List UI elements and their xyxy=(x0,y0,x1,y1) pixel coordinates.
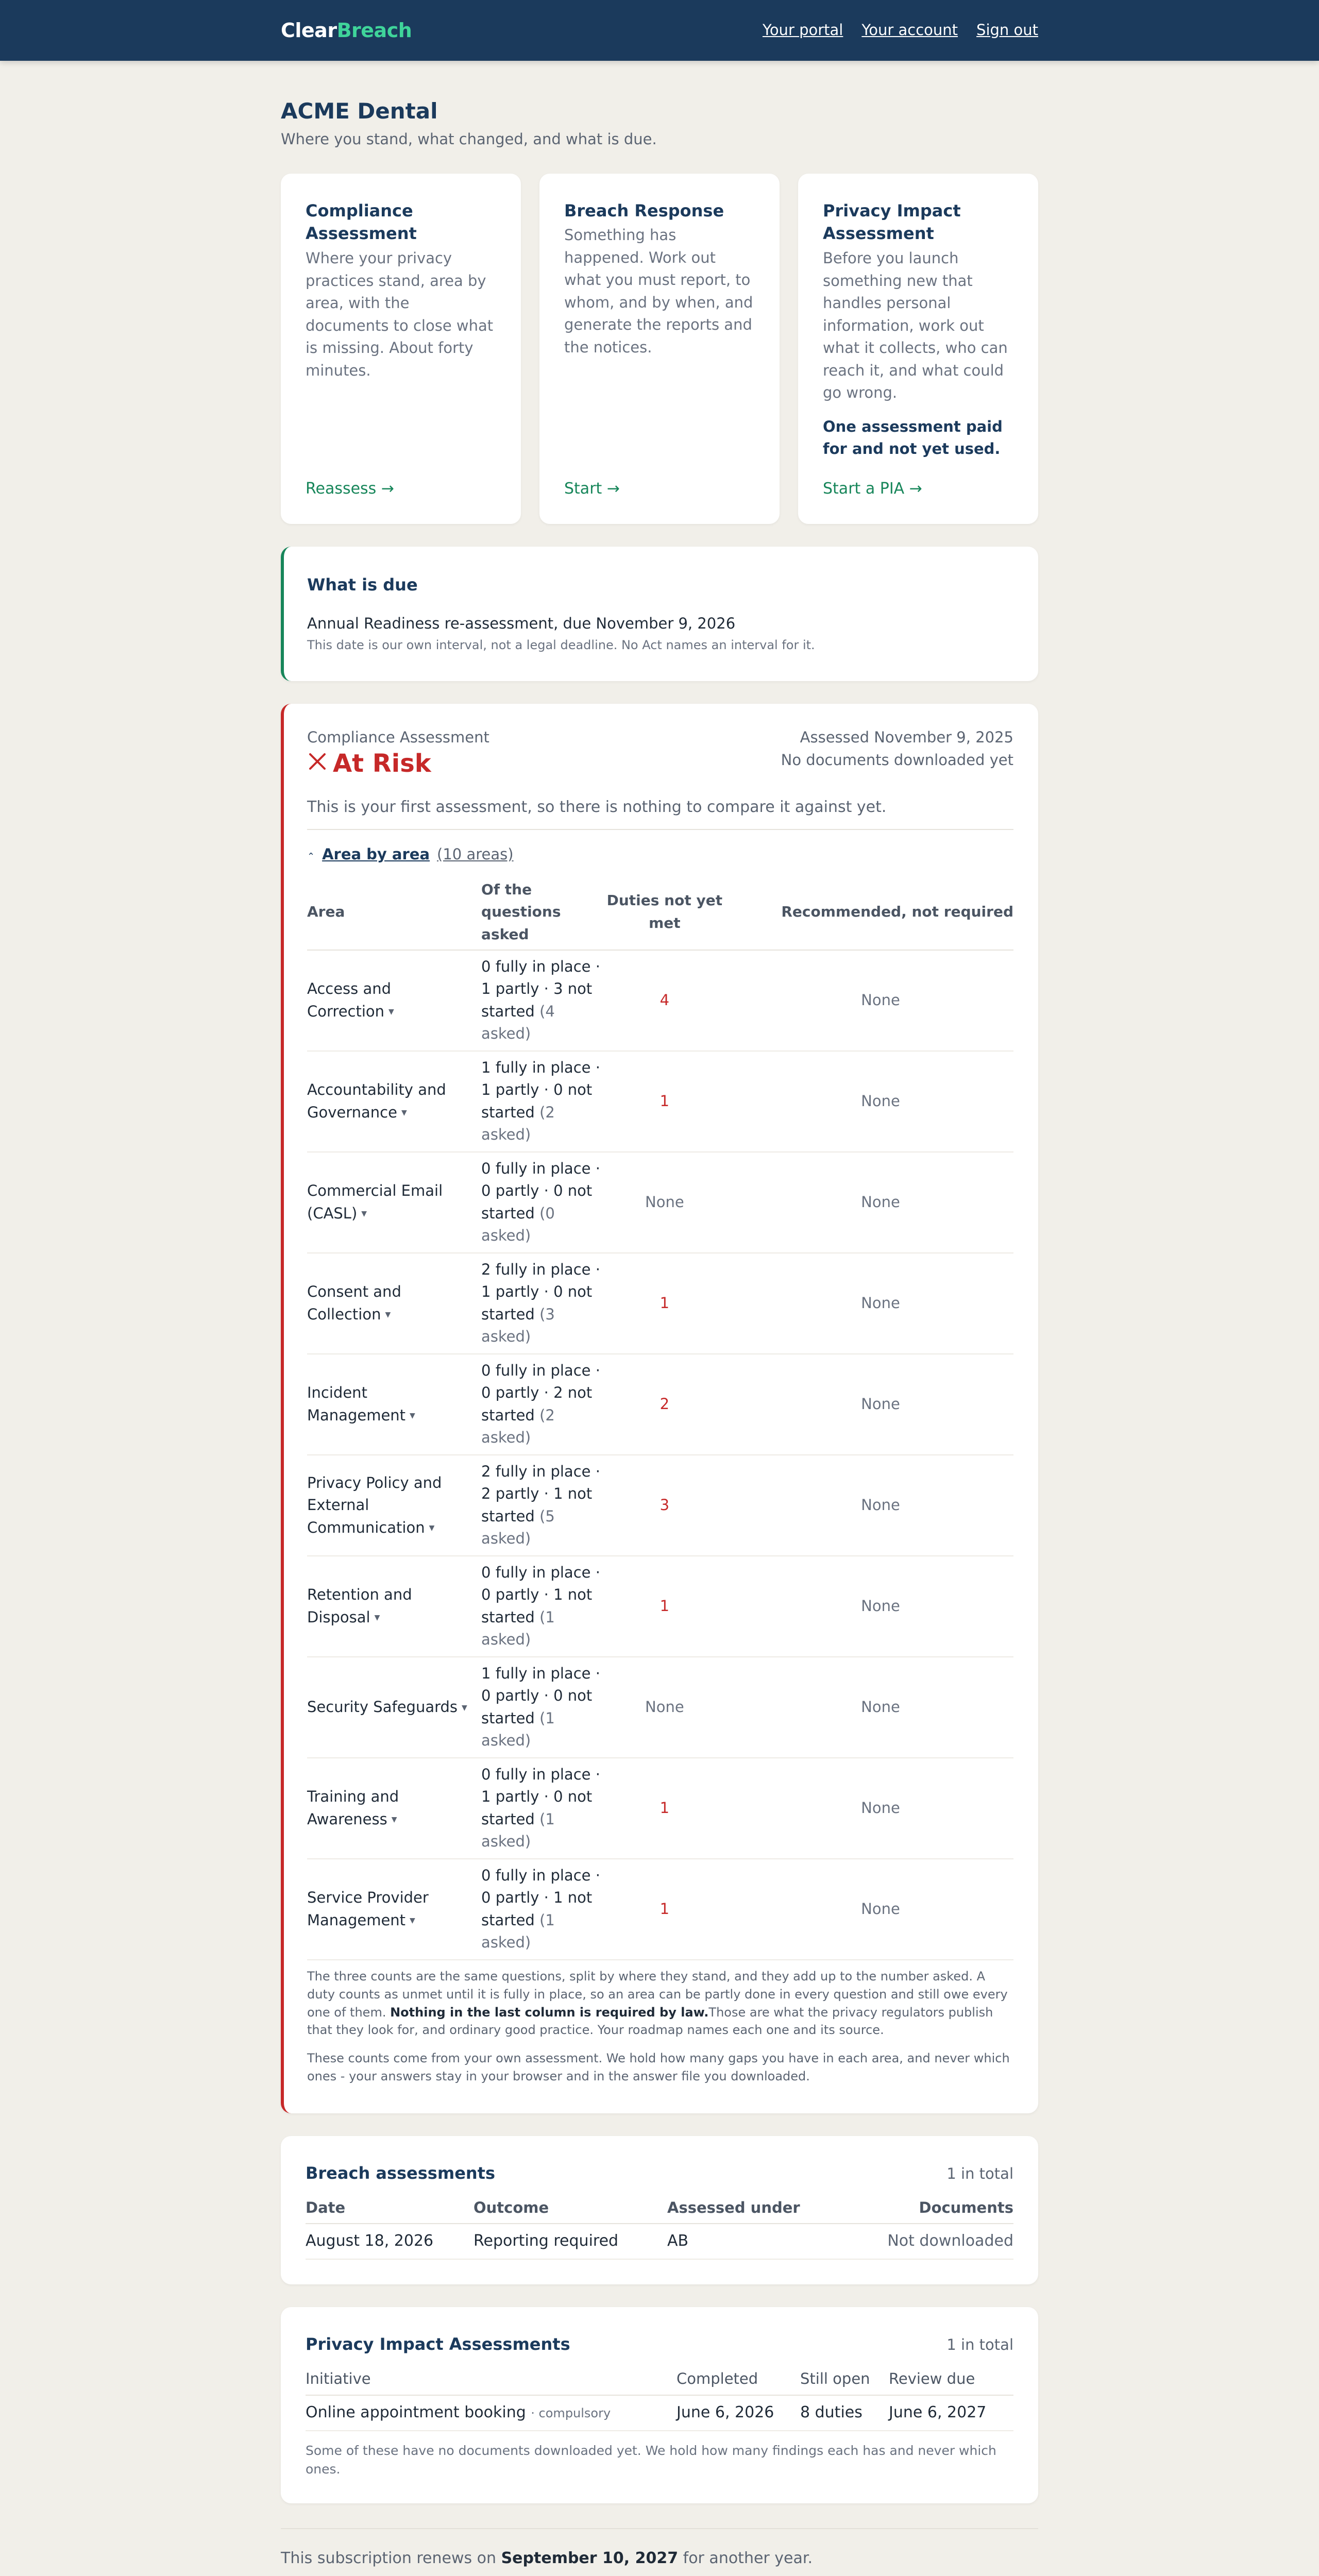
recommended-count: None xyxy=(727,1354,1013,1455)
col-header-counts: Of the questions asked xyxy=(481,875,602,950)
table-row[interactable] xyxy=(307,1758,1013,1859)
documents-status: No documents downloaded yet xyxy=(781,751,1013,769)
recommended-count: None xyxy=(727,950,1013,1051)
brand-name-part: Clear xyxy=(281,19,337,42)
col-header-still-open: Still open xyxy=(800,2368,889,2395)
page-subtitle: Where you stand, what changed, and what is due. xyxy=(281,130,657,148)
duties-not-met: None xyxy=(602,1657,727,1758)
brand-logo[interactable] xyxy=(281,16,412,45)
area-name[interactable] xyxy=(307,1455,481,1556)
breach-date: August 18, 2026 xyxy=(306,2224,474,2259)
counts-text: 0 fully in place · 0 partly · 1 not started xyxy=(481,1866,600,1929)
renewal-text-post: for another year. xyxy=(678,2549,813,2568)
pia-compulsory-tag: · compulsory xyxy=(531,2405,611,2420)
breach-documents: Not downloaded xyxy=(873,2224,1013,2259)
area-name[interactable] xyxy=(307,1354,481,1455)
asked-count: (2 asked) xyxy=(481,1406,555,1447)
pia-credit-note: One assessment paid for and not yet used. xyxy=(823,417,1003,458)
area-name[interactable] xyxy=(307,950,481,1051)
col-header-review-due: Review due xyxy=(889,2368,1013,2395)
col-header-assessed-under: Assessed under xyxy=(667,2197,873,2224)
pia-table xyxy=(306,2368,1013,2431)
area-toggle-label[interactable]: Area by area xyxy=(322,845,430,863)
compliance-status-panel xyxy=(281,704,1038,2113)
table-row[interactable] xyxy=(306,2395,1013,2431)
pia-completed: June 6, 2026 xyxy=(677,2395,800,2431)
card-title: Privacy Impact Assessment xyxy=(823,200,961,244)
breach-assessments-panel xyxy=(281,2136,1038,2285)
area-label: Security Safeguards xyxy=(307,1698,458,1716)
recommended-count: None xyxy=(727,1152,1013,1253)
area-counts xyxy=(481,1051,602,1152)
table-row[interactable] xyxy=(307,1657,1013,1758)
reassess-link[interactable]: Reassess → xyxy=(306,479,394,498)
area-label: Access and Correction xyxy=(307,980,392,1020)
card-description: Before you launch something new that handles personal information, work out what it collects, who can reach it, and what could go wrong. xyxy=(823,249,1008,402)
card-title: Compliance Assessment xyxy=(306,200,417,244)
renewal-text-pre: This subscription renews on xyxy=(281,2549,501,2568)
areas-table xyxy=(307,875,1013,1960)
counts-text: 0 fully in place · 1 partly · 3 not started xyxy=(481,957,600,1020)
breach-table xyxy=(306,2197,1013,2260)
pia-initiative-name: Online appointment booking xyxy=(306,2403,526,2421)
caret-down-icon[interactable]: ▼ xyxy=(429,1524,435,1533)
area-counts xyxy=(481,1556,602,1657)
caret-down-icon[interactable]: ▼ xyxy=(462,1703,467,1712)
explanation-text: Those are what the privacy regulators publish that they look for, and ordinary good practice. Your roadmap names each one and its source. xyxy=(307,2005,993,2038)
asked-count: (4 asked) xyxy=(481,1002,555,1043)
area-counts xyxy=(481,1455,602,1556)
counts-text: 1 fully in place · 1 partly · 0 not started xyxy=(481,1058,600,1121)
area-by-area-toggle[interactable] xyxy=(307,843,1013,866)
table-row[interactable] xyxy=(307,950,1013,1051)
area-counts xyxy=(481,1253,602,1354)
counts-text: 0 fully in place · 0 partly · 2 not started xyxy=(481,1361,600,1424)
duties-not-met: 1 xyxy=(602,1051,727,1152)
table-row[interactable] xyxy=(307,1455,1013,1556)
status-badge xyxy=(307,750,489,777)
breach-outcome: Reporting required xyxy=(474,2224,667,2259)
pia-review-due: June 6, 2027 xyxy=(889,2395,1013,2431)
privacy-note: These counts come from your own assessment. We hold how many gaps you have in each area, and never which ones - your answers stay in your browser and in the answer file you downloaded. xyxy=(307,2051,1010,2083)
area-label: Consent and Collection xyxy=(307,1283,401,1323)
nav-portal-link[interactable]: Your portal xyxy=(762,21,843,39)
breach-list-count: 1 in total xyxy=(946,2164,1013,2182)
caret-down-icon[interactable]: ▼ xyxy=(388,1008,394,1016)
explanation-emphasis: Nothing in the last column is required by law. xyxy=(390,2005,709,2020)
due-item xyxy=(307,613,1013,635)
col-header-duties: Duties not yet met xyxy=(602,875,727,950)
caret-down-icon[interactable]: ▼ xyxy=(374,1614,380,1622)
caret-down-icon[interactable]: ▼ xyxy=(361,1210,367,1218)
area-counts xyxy=(481,1859,602,1960)
col-header-recommended: Recommended, not required xyxy=(727,875,1013,950)
nav-signout-link[interactable]: Sign out xyxy=(976,21,1038,39)
first-assessment-note: This is your first assessment, so there is nothing to compare it against yet. xyxy=(307,795,1013,830)
pia-note: Some of these have no documents downloaded yet. We hold how many findings each has and never which ones. xyxy=(306,2443,996,2477)
due-item-name: Annual Readiness re-assessment xyxy=(307,614,554,632)
table-row[interactable] xyxy=(307,1253,1013,1354)
asked-count: (1 asked) xyxy=(481,1608,555,1649)
area-count: (10 areas) xyxy=(437,845,514,863)
area-name[interactable] xyxy=(307,1657,481,1758)
due-note: This date is our own interval, not a legal deadline. No Act names an interval for it. xyxy=(307,638,815,652)
area-counts xyxy=(481,1657,602,1758)
asked-count: (1 asked) xyxy=(481,1709,555,1750)
card-compliance-assessment xyxy=(281,174,521,524)
counts-text: 1 fully in place · 0 partly · 0 not started xyxy=(481,1664,600,1727)
area-counts xyxy=(481,1152,602,1253)
main-content xyxy=(281,95,1038,2576)
caret-down-icon[interactable]: ▼ xyxy=(410,1412,415,1420)
duties-not-met: 4 xyxy=(602,950,727,1051)
nav-account-link[interactable]: Your account xyxy=(861,21,958,39)
area-counts xyxy=(481,950,602,1051)
area-name[interactable] xyxy=(307,1556,481,1657)
recommended-count: None xyxy=(727,1657,1013,1758)
col-header-completed: Completed xyxy=(677,2368,800,2395)
caret-down-icon[interactable]: ▼ xyxy=(385,1311,391,1319)
recommended-count: None xyxy=(727,1253,1013,1354)
area-name[interactable] xyxy=(307,1152,481,1253)
caret-down-icon[interactable]: ▼ xyxy=(401,1109,407,1117)
col-header-date: Date xyxy=(306,2197,474,2224)
recommended-count: None xyxy=(727,1455,1013,1556)
caret-down-icon[interactable]: ▼ xyxy=(410,1917,415,1925)
area-label: Accountability and Governance xyxy=(307,1081,446,1121)
start-breach-link[interactable]: Start → xyxy=(564,479,620,498)
col-header-outcome: Outcome xyxy=(474,2197,667,2224)
counts-text: 2 fully in place · 1 partly · 0 not started xyxy=(481,1260,600,1323)
asked-count: (3 asked) xyxy=(481,1305,555,1346)
renewal-text xyxy=(281,2547,1038,2570)
recommended-count: None xyxy=(727,1859,1013,1960)
asked-count: (1 asked) xyxy=(481,1810,555,1851)
area-name[interactable] xyxy=(307,1051,481,1152)
table-header-row xyxy=(307,875,1013,950)
area-label: Training and Awareness xyxy=(307,1788,399,1828)
area-name[interactable] xyxy=(307,1253,481,1354)
col-header-initiative: Initiative xyxy=(306,2368,677,2395)
col-header-area: Area xyxy=(307,875,481,950)
table-header-row xyxy=(306,2368,1013,2395)
explanation-text: The three counts are the same questions, split by where they stand, and they add up to the number asked. A duty counts as unmet until it is fully in place, so an area can be partly done in every question and still owe every one of them. xyxy=(307,1969,1008,2020)
area-label: Incident Management xyxy=(307,1384,406,1424)
table-explanation xyxy=(307,1968,1013,2039)
top-bar xyxy=(0,0,1319,61)
table-row[interactable] xyxy=(306,2224,1013,2259)
table-header-row xyxy=(306,2197,1013,2224)
table-row[interactable] xyxy=(307,1556,1013,1657)
recommended-count: None xyxy=(727,1556,1013,1657)
duties-not-met: 3 xyxy=(602,1455,727,1556)
page-title: ACME Dental xyxy=(281,98,438,124)
card-description: Something has happened. Work out what you must report, to whom, and by when, and generate the reports and the notices. xyxy=(564,226,753,356)
table-row[interactable] xyxy=(307,1051,1013,1152)
what-is-due-panel xyxy=(281,547,1038,682)
status-text: At Risk xyxy=(333,749,431,778)
table-row[interactable] xyxy=(307,1354,1013,1455)
card-title: Breach Response xyxy=(564,200,724,221)
pia-still-open: 8 duties xyxy=(800,2395,889,2431)
breach-jurisdiction: AB xyxy=(667,2224,873,2259)
duties-not-met: 1 xyxy=(602,1859,727,1960)
cross-icon xyxy=(307,750,328,777)
area-name[interactable] xyxy=(307,1758,481,1859)
chevron-up-icon: ⌃ xyxy=(307,851,315,862)
col-header-documents: Documents xyxy=(873,2197,1013,2224)
counts-text: 0 fully in place · 1 partly · 0 not started xyxy=(481,1765,600,1828)
table-row[interactable] xyxy=(307,1859,1013,1960)
duties-not-met: 1 xyxy=(602,1556,727,1657)
assessed-date: Assessed November 9, 2025 xyxy=(800,728,1013,746)
breach-list-heading: Breach assessments xyxy=(306,2163,496,2183)
duties-not-met: 1 xyxy=(602,1253,727,1354)
card-privacy-impact-assessment xyxy=(798,174,1038,524)
due-heading: What is due xyxy=(307,574,418,595)
area-counts xyxy=(481,1354,602,1455)
area-name[interactable] xyxy=(307,1859,481,1960)
pia-list-panel xyxy=(281,2307,1038,2503)
card-description: Where your privacy practices stand, area by area, with the documents to close what is missing. About forty minutes. xyxy=(306,249,494,379)
duties-not-met: 2 xyxy=(602,1354,727,1455)
start-pia-link[interactable]: Start a PIA → xyxy=(823,479,922,498)
recommended-count: None xyxy=(727,1758,1013,1859)
asked-count: (2 asked) xyxy=(481,1103,555,1144)
brand-name-accent: Breach xyxy=(336,19,412,42)
status-label: Compliance Assessment xyxy=(307,728,489,746)
pia-list-count: 1 in total xyxy=(946,2336,1013,2354)
pia-list-heading: Privacy Impact Assessments xyxy=(306,2334,570,2354)
renewal-date: September 10, 2027 xyxy=(501,2549,679,2568)
counts-text: 0 fully in place · 0 partly · 0 not started xyxy=(481,1159,600,1222)
card-breach-response xyxy=(539,174,780,524)
asked-count: (1 asked) xyxy=(481,1911,555,1952)
subscription-section xyxy=(281,2528,1038,2576)
duties-not-met: 1 xyxy=(602,1758,727,1859)
area-label: Privacy Policy and External Communication xyxy=(307,1473,442,1536)
counts-text: 2 fully in place · 2 partly · 1 not started xyxy=(481,1462,600,1525)
top-nav xyxy=(763,19,1038,42)
area-label: Retention and Disposal xyxy=(307,1586,412,1626)
due-item-date: , due November 9, 2026 xyxy=(553,614,736,632)
area-counts xyxy=(481,1758,602,1859)
area-label: Commercial Email (CASL) xyxy=(307,1182,443,1222)
asked-count: (0 asked) xyxy=(481,1204,555,1245)
recommended-count: None xyxy=(727,1051,1013,1152)
action-cards xyxy=(281,174,1038,524)
caret-down-icon[interactable]: ▼ xyxy=(391,1816,397,1824)
duties-not-met: None xyxy=(602,1152,727,1253)
counts-text: 0 fully in place · 0 partly · 1 not started xyxy=(481,1563,600,1626)
table-row[interactable] xyxy=(307,1152,1013,1253)
pia-initiative xyxy=(306,2395,677,2431)
asked-count: (5 asked) xyxy=(481,1507,555,1548)
area-label: Service Provider Management xyxy=(307,1889,429,1929)
